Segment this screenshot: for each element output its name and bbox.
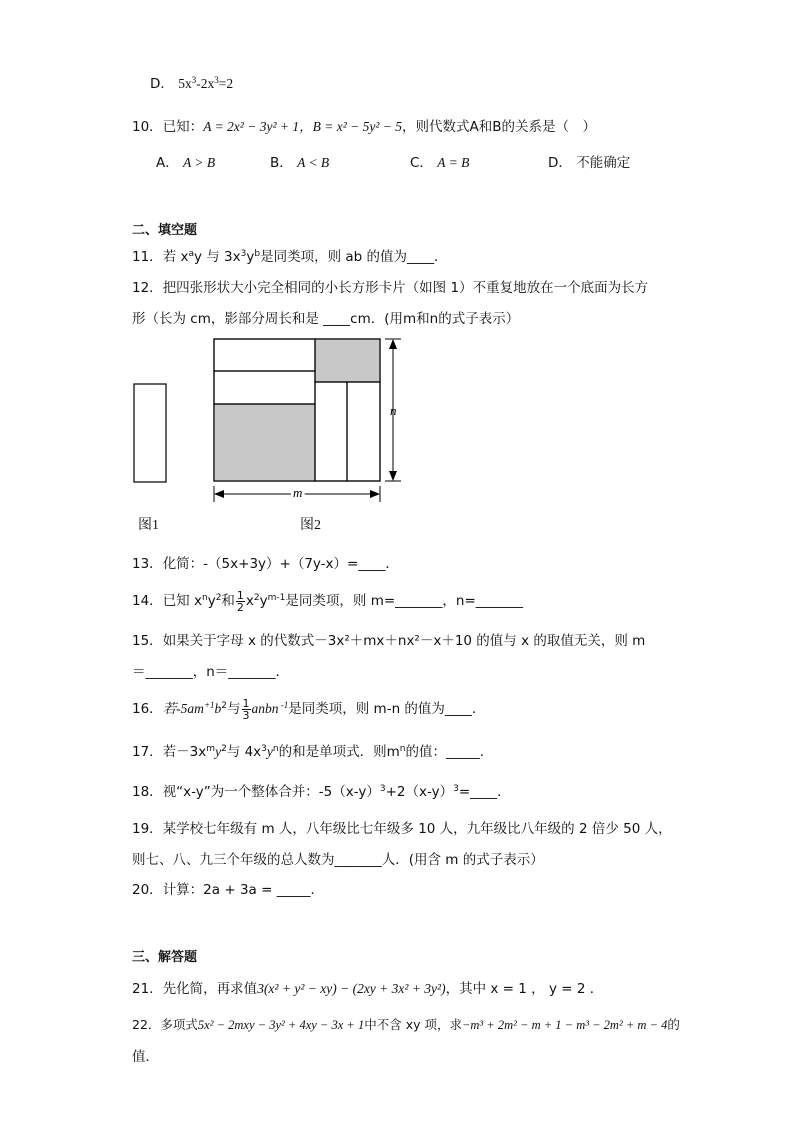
option-text: A = B [437, 155, 470, 170]
question-number: 17． [132, 744, 163, 760]
m-label: m [293, 485, 303, 500]
question-suffix: ，则代数式A和B的关系是（ ） [402, 119, 597, 135]
option-d[interactable] [548, 151, 630, 171]
question-expression: 3(x² + y² − xy) − (2xy + 3x² + 3y²) [257, 981, 446, 996]
option-label: D． [548, 155, 572, 171]
question-number: 14． [132, 593, 163, 609]
question-11: 11．若 $x^ay$ 与 $3x^3y^b$是同类项，则 ab 的值为____． [132, 249, 448, 265]
question-13 [132, 552, 399, 572]
question-18: 18．视“x-y”为一个整体合并：$-5(x-y)^3+2(x-y)^3=\_\_\_\_$． [132, 784, 511, 800]
question-number: 15． [132, 633, 163, 649]
fig2-shaded-top-right [315, 339, 380, 382]
question-text: 已知 x [162, 593, 202, 609]
option-label: B． [270, 155, 293, 171]
option-label: A． [156, 155, 179, 171]
fig1-card [134, 384, 166, 482]
option-expr: $5x^3-2x^3=2$ [178, 75, 234, 91]
question-number: 19． [132, 821, 163, 837]
option-text: A > B [183, 155, 216, 170]
fig1-caption: 图1 [138, 518, 159, 533]
question-12-line1 [132, 276, 648, 296]
question-number: 11． [132, 249, 163, 265]
question-16: 16．若$-5am^{+1}b^2$与 $\frac{1}{3}$ anbn $^{-1}$是同类项，则 m-n 的值为____． [132, 696, 486, 722]
question-number: 12． [132, 280, 163, 296]
option-c[interactable] [410, 151, 469, 171]
fig2-shaded-bottom-left [214, 404, 315, 481]
question-number: 10． [132, 119, 163, 135]
figure-rectangles [125, 330, 415, 505]
option-b[interactable] [270, 151, 329, 171]
option-d-previous [150, 72, 233, 92]
question-17: 17．若$-3x^my^2$与 $4x^3y^n$的和是单项式．则$m^n$的值：_____． [132, 744, 494, 760]
question-14: 14．已知 $x^ny^2$和 $\frac{1}{2}$ $x^2y^{m-1}$是同类项，则 m=_______，n=_______ [132, 588, 524, 614]
question-12-line2: 形（长为 cm，影部分周长和是 ____cm．(用m和n的式子表示） [132, 311, 520, 327]
question-expression: −m³ + 2m² − m + 1 − m³ − 2m² + m − 4 [461, 1018, 668, 1032]
question-expression: 5x² − 2mxy − 3y² + 4xy − 3x + 1 [197, 1018, 365, 1032]
question-text: y [246, 249, 255, 265]
question-number: 22． [132, 1017, 161, 1032]
question-10 [132, 115, 596, 135]
question-text: 如果关于字母 x 的代数式－3x²＋mx＋nx²－x＋10 的值与 x 的取值无关，则 m [162, 633, 646, 649]
question-text: 若 x [162, 249, 189, 265]
question-15-line1 [132, 629, 645, 649]
question-text: 某学校七年级有 m 人，八年级比七年级多 10 人，九年级比八年级的 2 倍少 50 人， [162, 821, 672, 837]
n-arrow-top [389, 339, 397, 349]
option-a[interactable] [156, 151, 215, 171]
fig2-caption: 图2 [300, 518, 321, 533]
n-label: n [390, 403, 397, 418]
option-text: 不能确定 [576, 155, 631, 171]
question-text: 是同类项，则 m-n 的值为____． [288, 701, 486, 717]
question-text: 把四张形状大小完全相同的小长方形卡片（如图 1）不重复地放在一个底面为长方 [162, 280, 649, 296]
question-expression: A = 2x² − 3y² + 1，B = x² − 5y² − 5 [203, 119, 403, 134]
question-22: 22．多项式5x² − 2mxy − 3y² + 4xy − 3x + 1中不含 xy 项，求−m³ + 2m² − m + 1 − m³ − 2m² + m − 4的 [132, 1017, 680, 1032]
question-number: 13． [132, 556, 163, 572]
n-arrow-bottom [389, 471, 397, 481]
question-20 [132, 878, 324, 898]
question-text: 计算：2a + 3a = _____． [162, 882, 324, 898]
question-15-line2: ＝_______，n＝_______． [132, 664, 290, 680]
question-19-line2: 则七、八、九三个年级的总人数为_______人．(用含 m 的式子表示） [132, 852, 544, 868]
m-arrow-right [370, 490, 380, 498]
question-text: 是同类项，则 m=_______，n=_______ [285, 593, 524, 609]
question-21: 21．先化简，再求值3(x² + y² − xy) − (2xy + 3x² + 3y²)，其中 x = 1 ， y = 2 ． [132, 981, 604, 997]
question-19-line1 [132, 817, 672, 837]
question-22-line2: 值． [132, 1049, 159, 1065]
question-text: 化简：-（5x+3y）+（7y-x）=____． [162, 556, 399, 572]
option-label: D． [150, 76, 174, 92]
section-title-solve: 三、解答题 [132, 950, 198, 965]
fraction-half: $\frac{1}{2}$ [236, 588, 244, 614]
question-number: 21． [132, 981, 163, 997]
option-label: C． [410, 155, 433, 171]
question-text: 是同类项，则 ab 的值为____． [260, 249, 448, 265]
section-title-fill-in: 二、填空题 [132, 223, 198, 238]
option-text: A < B [297, 155, 330, 170]
question-number: 18． [132, 784, 163, 800]
question-prefix: 已知： [162, 119, 204, 135]
fraction-third: $\frac{1}{3}$ [242, 696, 250, 722]
m-arrow-left [214, 490, 224, 498]
question-text: y 与 3x [193, 249, 241, 265]
question-number: 16． [132, 701, 163, 717]
question-number: 20． [132, 882, 163, 898]
